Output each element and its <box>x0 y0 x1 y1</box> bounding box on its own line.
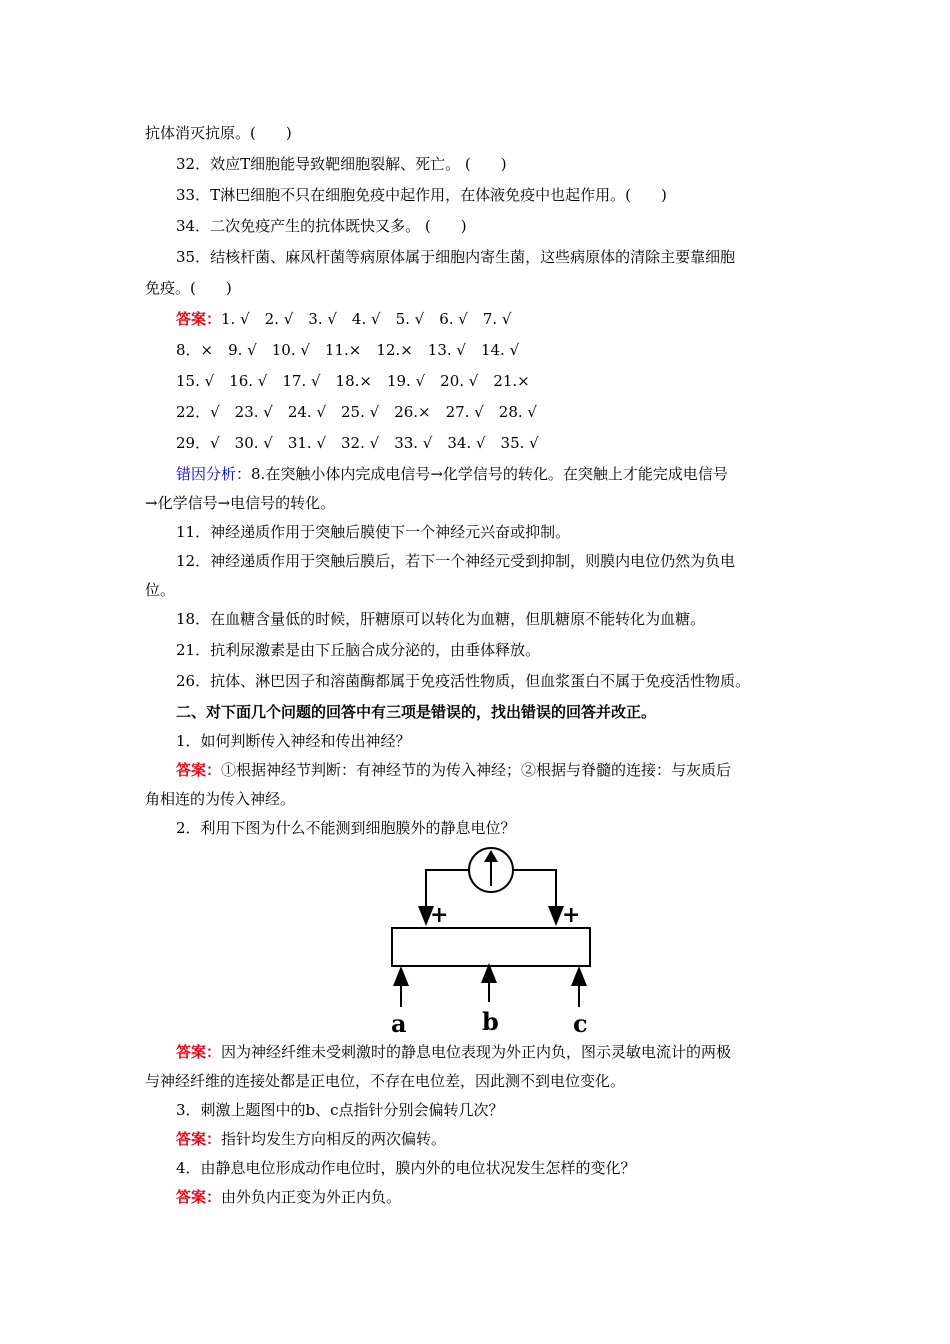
error-21: 21．抗利尿激素是由下丘脑合成分泌的，由垂体释放。 <box>176 641 541 659</box>
answer-4-text: 由外负内正变为外正内负。 <box>221 1188 402 1206</box>
section-2-question-2: 2．利用下图为什么不能测到细胞膜外的静息电位？ <box>176 819 516 837</box>
section-2-question-4: 4．由静息电位形成动作电位时，膜内外的电位状况发生怎样的变化？ <box>176 1159 636 1177</box>
error-analysis-text: 8.在突触小体内完成电信号→化学信号的转化。在突触上才能完成电信号 <box>251 465 728 483</box>
error-analysis-label: 错因分析： <box>176 465 252 483</box>
error-12-line2: 位。 <box>145 581 176 599</box>
section-2-answer-3 <box>176 1129 841 1149</box>
error-analysis-line2: →化学信号→电信号的转化。 <box>145 494 336 512</box>
answer-2-text: 因为神经纤维未受刺激时的静息电位表现为外正内负，图示灵敏电流计的两极 <box>221 1043 732 1061</box>
galvanometer-diagram <box>380 840 610 1040</box>
label-a: a <box>391 1009 407 1038</box>
question-35-line1: 35．结核杆菌、麻风杆菌等病原体属于细胞内寄生菌，这些病原体的清除主要靠细胞 <box>176 248 736 266</box>
error-12-line1: 12．神经递质作用于突触后膜后，若下一个神经元受到抑制，则膜内电位仍然为负电 <box>176 552 736 570</box>
right-electrode-wire <box>513 870 556 916</box>
answer-3-text: 指针均发生方向相反的两次偏转。 <box>221 1130 447 1148</box>
error-26: 26．抗体、淋巴因子和溶菌酶都属于免疫活性物质，但血浆蛋白不属于免疫活性物质。 <box>176 672 751 690</box>
answer-row-4: 22．√ 23. √ 24. √ 25. √ 26.× 27. √ 28. √ <box>176 403 537 421</box>
section-2-answer-1-line2: 角相连的为传入神经。 <box>145 790 296 808</box>
answer-1-text: ①根据神经节判断：有神经节的为传入神经；②根据与脊髓的连接：与灰质后 <box>221 761 732 779</box>
plus-left: + <box>430 902 449 928</box>
section-2-answer-2-line2: 与神经纤维的连接处都是正电位，不存在电位差，因此测不到电位变化。 <box>145 1072 626 1090</box>
question-31-tail: 抗体消灭抗原。( ) <box>145 124 292 142</box>
answer-label: 答案： <box>176 310 222 328</box>
question-34: 34．二次免疫产生的抗体既快又多。 ( ) <box>176 217 467 235</box>
question-33: 33．T淋巴细胞不只在细胞免疫中起作用，在体液免疫中也起作用。( ) <box>176 186 667 204</box>
answer-row-3: 15. √ 16. √ 17. √ 18.× 19. √ 20. √ 21.× <box>176 372 530 390</box>
question-35-line2: 免疫。( ) <box>145 279 232 297</box>
answer-row-2: 8．× 9. √ 10. √ 11.× 12.× 13. √ 14. √ <box>176 341 520 359</box>
plus-right: + <box>562 902 581 928</box>
answer-label: 答案： <box>176 761 222 779</box>
section-2-question-1: 1．如何判断传入神经和传出神经？ <box>176 732 411 750</box>
section-2-answer-4 <box>176 1187 841 1207</box>
error-11: 11．神经递质作用于突触后膜使下一个神经元兴奋或抑制。 <box>176 523 571 541</box>
section-2-question-3: 3．刺激上题图中的b、c点指针分别会偏转几次？ <box>176 1101 504 1119</box>
label-c: c <box>573 1009 588 1038</box>
question-32: 32．效应T细胞能导致靶细胞裂解、死亡。 ( ) <box>176 155 507 173</box>
error-analysis-line1 <box>176 464 841 484</box>
section-2-answer-2-line1 <box>176 1042 841 1062</box>
answer-label: 答案： <box>176 1188 222 1206</box>
answer-row-5: 29．√ 30. √ 31. √ 32. √ 33. √ 34. √ 35. √ <box>176 434 539 452</box>
answer-values: 1. √ 2. √ 3. √ 4. √ 5. √ 6. √ 7. √ <box>221 310 512 328</box>
answer-label: 答案： <box>176 1130 222 1148</box>
nerve-fiber <box>392 928 590 966</box>
error-18: 18．在血糖含量低的时候，肝糖原可以转化为血糖，但肌糖原不能转化为血糖。 <box>176 610 706 628</box>
section-2-heading: 二、对下面几个问题的回答中有三项是错误的，找出错误的回答并改正。 <box>176 703 657 721</box>
answer-row-1 <box>176 309 841 329</box>
section-2-answer-1-line1 <box>176 760 841 780</box>
galvanometer-icon <box>469 848 513 892</box>
answer-label: 答案： <box>176 1043 222 1061</box>
label-b: b <box>482 1007 499 1036</box>
